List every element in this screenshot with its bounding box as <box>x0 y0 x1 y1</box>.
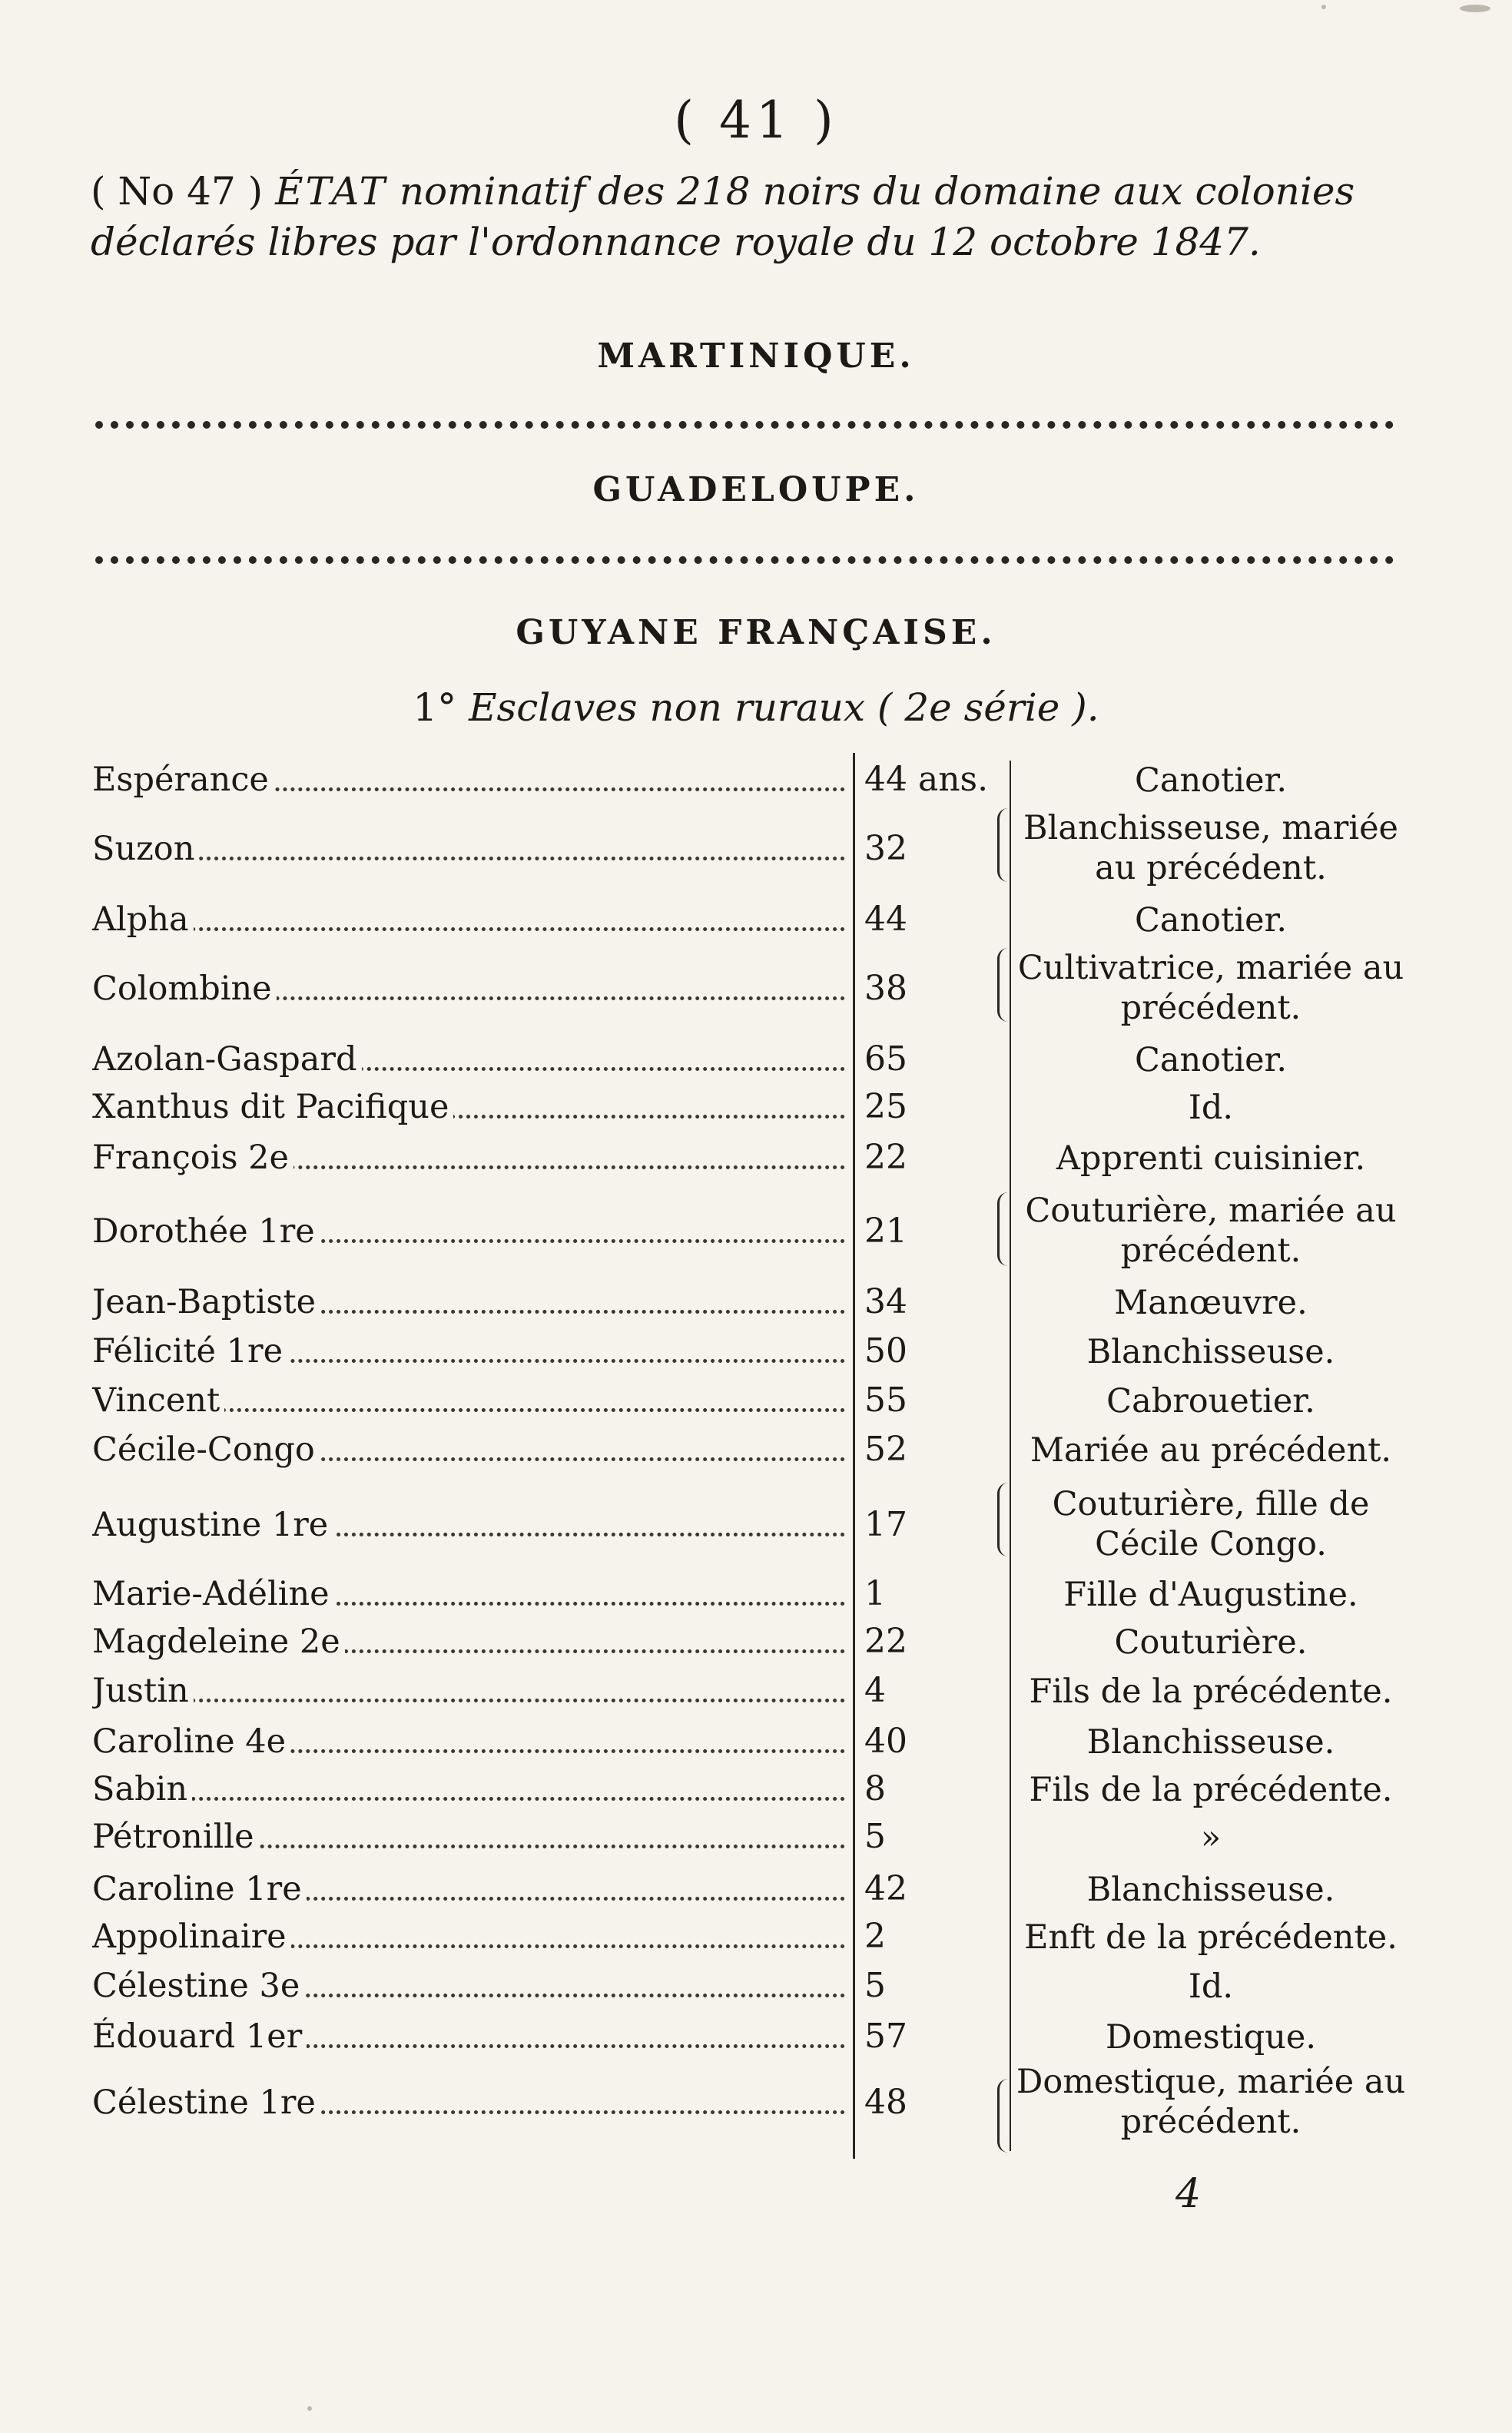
person-occupation: Domestique, mariée au précédent. <box>1016 2063 1406 2141</box>
person-occupation: Apprenti cuisinier. <box>1056 1139 1366 1178</box>
person-occupation: Id. <box>1188 1967 1234 2006</box>
person-age: 22 <box>864 1138 907 1177</box>
person-age: 50 <box>864 1331 907 1371</box>
table-row <box>0 1967 1512 2013</box>
person-occupation: Fils de la précédente. <box>1029 1771 1393 1809</box>
document-title <box>91 166 1397 267</box>
person-name-text: Dorothée 1re <box>92 1212 320 1251</box>
person-name <box>92 900 845 939</box>
person-age: 22 <box>864 1622 907 1661</box>
person-age: 40 <box>864 1722 907 1761</box>
person-occupation: Mariée au précédent. <box>1030 1431 1392 1470</box>
dotted-rule-martinique <box>95 421 1394 429</box>
person-name <box>92 1040 845 1079</box>
person-name <box>92 1870 845 1908</box>
person-occupation: Canotier. <box>1134 901 1288 940</box>
person-name-text: Célestine 3e <box>92 1967 304 2005</box>
signature-mark: 4 <box>1175 2171 1202 2217</box>
person-name-text: Justin <box>92 1672 194 1710</box>
person-occupation: Blanchisseuse. <box>1086 1723 1335 1762</box>
person-age: 55 <box>864 1381 907 1420</box>
person-age: 5 <box>864 1817 886 1856</box>
person-age: 44 ans. <box>864 760 989 799</box>
person-age: 17 <box>864 1505 907 1544</box>
person-name <box>92 1430 845 1469</box>
table-row <box>0 2063 1512 2141</box>
table-row <box>0 1870 1512 1916</box>
paper-speck <box>307 2406 312 2411</box>
person-name <box>92 830 845 868</box>
person-name <box>92 2083 845 2122</box>
person-name <box>92 1672 845 1710</box>
table-row <box>0 1672 1512 1718</box>
person-age: 21 <box>864 1212 907 1251</box>
subsection-label: Esclaves non ruraux ( 2e série ). <box>469 685 1099 730</box>
person-occupation: Domestique. <box>1105 2018 1317 2057</box>
person-name-text: Azolan-Gaspard <box>92 1040 362 1079</box>
subsection-number: 1° <box>413 685 457 730</box>
person-name <box>92 2017 845 2056</box>
person-age: 65 <box>864 1039 907 1079</box>
person-age: 42 <box>864 1869 907 1908</box>
person-name-text: Vincent <box>92 1381 224 1420</box>
person-name-text: Caroline 1re <box>92 1870 307 1908</box>
page-number: ( 41 ) <box>674 91 838 150</box>
person-age: 34 <box>864 1282 907 1321</box>
person-name-text: Félicité 1re <box>92 1332 287 1371</box>
person-occupation: Couturière, mariée au précédent. <box>1025 1192 1397 1270</box>
person-name <box>92 1623 845 1661</box>
person-name-text: Appolinaire <box>92 1918 291 1956</box>
leader-dots <box>92 1797 845 1801</box>
person-name <box>92 1212 845 1251</box>
person-name-text: Célestine 1re <box>92 2083 320 2122</box>
person-name <box>92 761 845 799</box>
table-row <box>0 949 1512 1027</box>
person-name <box>92 1139 845 1177</box>
person-occupation: Couturière. <box>1114 1623 1308 1662</box>
person-occupation: Canotier. <box>1134 1041 1288 1079</box>
table-row <box>0 1192 1512 1270</box>
person-name-text: Suzon <box>92 830 199 868</box>
leader-dots <box>92 857 845 860</box>
person-age: 1 <box>864 1574 886 1613</box>
person-name <box>92 1770 845 1808</box>
section-guyane: GUYANE FRANÇAISE. <box>516 613 996 652</box>
section-guadeloupe: GUADELOUPE. <box>592 470 920 509</box>
table-row <box>0 1430 1512 1477</box>
person-name-text: Sabin <box>92 1770 192 1808</box>
subsection-heading <box>0 685 1512 730</box>
person-occupation: Enft de la précédente. <box>1024 1918 1398 1957</box>
person-occupation: Cabrouetier. <box>1106 1382 1315 1420</box>
person-name-text: François 2e <box>92 1139 293 1177</box>
table-row <box>0 900 1512 946</box>
person-occupation: Blanchisseuse. <box>1086 1333 1335 1371</box>
table-row <box>0 1485 1512 1563</box>
title-text: nominatif des 218 noirs du domaine aux colonies déclarés libres par l'ordonnance royale du 12 octobre 1847. <box>91 169 1355 264</box>
person-age: 52 <box>864 1430 907 1469</box>
person-occupation: Fille d'Augustine. <box>1063 1576 1358 1614</box>
leader-dots <box>92 1699 845 1702</box>
table-row <box>0 1575 1512 1621</box>
person-name-text: Édouard 1er <box>92 2017 307 2056</box>
person-occupation: Blanchisseuse. <box>1086 1871 1335 1909</box>
section-martinique: MARTINIQUE. <box>597 336 915 376</box>
person-name <box>92 1381 845 1420</box>
table-row <box>0 1623 1512 1669</box>
person-name-text: Magdeleine 2e <box>92 1623 345 1661</box>
dotted-rule-guadeloupe <box>95 556 1394 564</box>
person-occupation: Canotier. <box>1134 761 1288 800</box>
table-row <box>0 1040 1512 1086</box>
person-name <box>92 970 845 1008</box>
person-name-text: Colombine <box>92 970 277 1008</box>
person-name <box>92 1506 845 1544</box>
person-name-text: Pétronille <box>92 1818 259 1856</box>
table-row <box>0 1770 1512 1816</box>
person-occupation: Couturière, fille de Cécile Congo. <box>1052 1485 1370 1563</box>
person-name-text: Marie-Adéline <box>92 1575 334 1613</box>
person-name-text: Jean-Baptiste <box>92 1283 320 1321</box>
table-row <box>0 761 1512 807</box>
person-name-text: Augustine 1re <box>92 1506 333 1544</box>
paper-speck <box>1460 5 1490 12</box>
person-name-text: Caroline 4e <box>92 1722 290 1761</box>
person-occupation: Manœuvre. <box>1114 1284 1308 1322</box>
person-occupation: Id. <box>1188 1089 1234 1127</box>
person-age: 38 <box>864 969 907 1008</box>
table-row <box>0 1139 1512 1185</box>
table-row <box>0 2017 1512 2063</box>
title-number: ( No 47 ) <box>91 169 264 214</box>
person-age: 4 <box>864 1671 886 1710</box>
person-name <box>92 1818 845 1856</box>
title-etat: ÉTAT <box>275 169 387 214</box>
person-age: 8 <box>864 1769 886 1808</box>
person-age: 48 <box>864 2083 907 2122</box>
table-row <box>0 1381 1512 1427</box>
person-name <box>92 1088 845 1126</box>
person-age: 5 <box>864 1966 886 2005</box>
person-name-text: Xanthus dit Pacifique <box>92 1088 453 1126</box>
person-age: 44 <box>864 900 907 939</box>
person-name <box>92 1918 845 1956</box>
person-name-text: Cécile-Congo <box>92 1430 320 1469</box>
person-name-text: Alpha <box>92 900 194 939</box>
table-row <box>0 1722 1512 1768</box>
person-name <box>92 1967 845 2005</box>
person-age: 25 <box>864 1087 907 1126</box>
person-name <box>92 1722 845 1761</box>
person-name-text: Espérance <box>92 761 274 799</box>
table-row <box>0 1283 1512 1329</box>
person-name <box>92 1283 845 1321</box>
person-age: 2 <box>864 1917 886 1956</box>
table-row <box>0 809 1512 887</box>
person-occupation: » <box>1200 1818 1222 1857</box>
person-age: 57 <box>864 2017 907 2056</box>
person-occupation: Fils de la précédente. <box>1029 1672 1393 1711</box>
leader-dots <box>92 927 845 931</box>
paper-speck <box>1321 5 1326 9</box>
person-occupation: Cultivatrice, mariée au précédent. <box>1017 949 1404 1027</box>
table-row <box>0 1918 1512 1964</box>
table-row <box>0 1332 1512 1378</box>
person-age: 32 <box>864 829 907 868</box>
person-name <box>92 1575 845 1613</box>
table-row <box>0 1818 1512 1864</box>
person-name <box>92 1332 845 1371</box>
table-row <box>0 1088 1512 1134</box>
person-occupation: Blanchisseuse, mariée au précédent. <box>1023 809 1398 887</box>
